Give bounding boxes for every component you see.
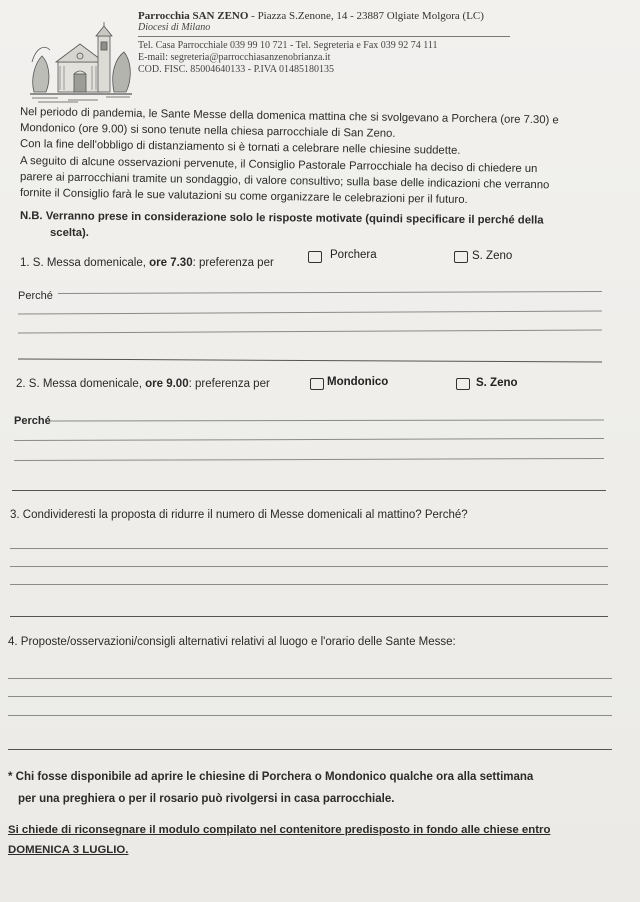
answer-line[interactable] bbox=[10, 566, 608, 567]
checkbox-s-zeno-730[interactable] bbox=[454, 251, 468, 263]
volunteer-note-line-1: * Chi fosse disponibile ad aprire le chiesine di Porchera o Mondonico qualche ora alla settimana bbox=[8, 771, 534, 783]
parish-header bbox=[138, 10, 518, 76]
intro-line-5: parere ai parrocchiani tramite un sondaggio, di valore consultivo; sulla base delle indicazioni che verranno bbox=[19, 171, 550, 192]
why-label-1: Perché bbox=[18, 290, 53, 302]
answer-line[interactable] bbox=[10, 584, 608, 585]
question-1 bbox=[20, 257, 274, 269]
question-3: 3. Condivideresti la proposta di ridurre il numero di Messe domenicali al mattino? Perché? bbox=[10, 509, 468, 521]
answer-line[interactable] bbox=[18, 358, 602, 362]
nb-line-1: N.B. Verranno prese in considerazione solo le risposte motivate (quindi specificare il perché della bbox=[19, 210, 544, 227]
intro-line-2: Mondonico (ore 9.00) si sono tenute nella chiesa parrocchiale di San Zeno. bbox=[19, 122, 396, 140]
option-mondonico-label: Mondonico bbox=[327, 376, 389, 388]
answer-line[interactable] bbox=[8, 678, 612, 679]
answer-line[interactable] bbox=[10, 548, 608, 549]
answer-line[interactable] bbox=[12, 490, 606, 491]
intro-line-6: fornite il Consiglio farà le sue valutazioni su come organizzare le celebrazioni per il futuro. bbox=[19, 187, 468, 207]
email-address: E-mail: segreteria@parrocchiasanzenobrianza.it bbox=[138, 52, 331, 63]
phone-numbers: Tel. Casa Parrocchiale 039 99 10 721 - Tel. Segreteria e Fax 039 92 74 111 bbox=[138, 40, 438, 51]
answer-line[interactable] bbox=[8, 696, 612, 697]
checkbox-s-zeno-900[interactable] bbox=[456, 378, 470, 390]
question-2-suffix: : preferenza per bbox=[188, 378, 270, 390]
checkbox-porchera[interactable] bbox=[308, 251, 322, 263]
answer-line[interactable] bbox=[14, 438, 604, 441]
fiscal-codes: COD. FISC. 85004640133 - P.IVA 01485180135 bbox=[138, 64, 334, 75]
question-4: 4. Proposte/osservazioni/consigli alternativi relativi al luogo e l'orario delle Sante Messe: bbox=[8, 636, 456, 648]
volunteer-note-line-2: per una preghiera o per il rosario può rivolgersi in casa parrocchiale. bbox=[18, 793, 395, 805]
question-1-prefix: 1. S. Messa domenicale, bbox=[20, 257, 150, 269]
church-logo bbox=[28, 22, 134, 106]
answer-line[interactable] bbox=[14, 458, 604, 461]
answer-line[interactable] bbox=[8, 749, 612, 750]
intro-line-4: A seguito di alcune osservazioni pervenute, il Consiglio Pastorale Parrocchiale ha deciso di chiedere un bbox=[19, 155, 538, 176]
question-2 bbox=[16, 378, 270, 390]
answer-line[interactable] bbox=[18, 329, 602, 333]
option-porchera-label: Porchera bbox=[330, 249, 377, 261]
intro-line-1: Nel periodo di pandemia, le Sante Messe della domenica mattina che si svolgevano a Porchera (ore 7.30) e bbox=[19, 106, 559, 127]
answer-line[interactable] bbox=[18, 310, 602, 314]
parish-address: - Piazza S.Zenone, 14 - 23887 Olgiate Molgora (LC) bbox=[248, 10, 484, 22]
checkbox-mondonico[interactable] bbox=[310, 378, 324, 390]
why-label-2: Perché bbox=[14, 415, 51, 427]
diocese-label: Diocesi di Milano bbox=[138, 22, 211, 33]
nb-line-2: scelta). bbox=[50, 227, 89, 239]
question-1-suffix: : preferenza per bbox=[192, 257, 274, 269]
option-s-zeno-730-label: S. Zeno bbox=[472, 250, 513, 262]
answer-line[interactable] bbox=[10, 616, 608, 617]
answer-line[interactable] bbox=[58, 291, 602, 294]
return-instructions-line-1: Si chiede di riconsegnare il modulo compilato nel contenitore predisposto in fondo alle chiese entro bbox=[8, 824, 551, 836]
return-deadline: DOMENICA 3 LUGLIO. bbox=[8, 844, 129, 856]
question-2-time: ore 9.00 bbox=[145, 378, 189, 390]
intro-line-3: Con la fine dell'obbligo di distanziamento si è tornati a celebrare nelle chiesine suddette. bbox=[19, 138, 461, 157]
parish-name: Parrocchia SAN ZENO bbox=[138, 10, 249, 22]
answer-line[interactable] bbox=[8, 715, 612, 716]
header-divider bbox=[138, 36, 510, 37]
question-1-time: ore 7.30 bbox=[149, 257, 193, 269]
answer-line[interactable] bbox=[50, 420, 604, 422]
parish-title-line bbox=[138, 10, 518, 22]
option-s-zeno-900-label: S. Zeno bbox=[476, 377, 518, 389]
question-2-prefix: 2. S. Messa domenicale, bbox=[16, 378, 146, 390]
